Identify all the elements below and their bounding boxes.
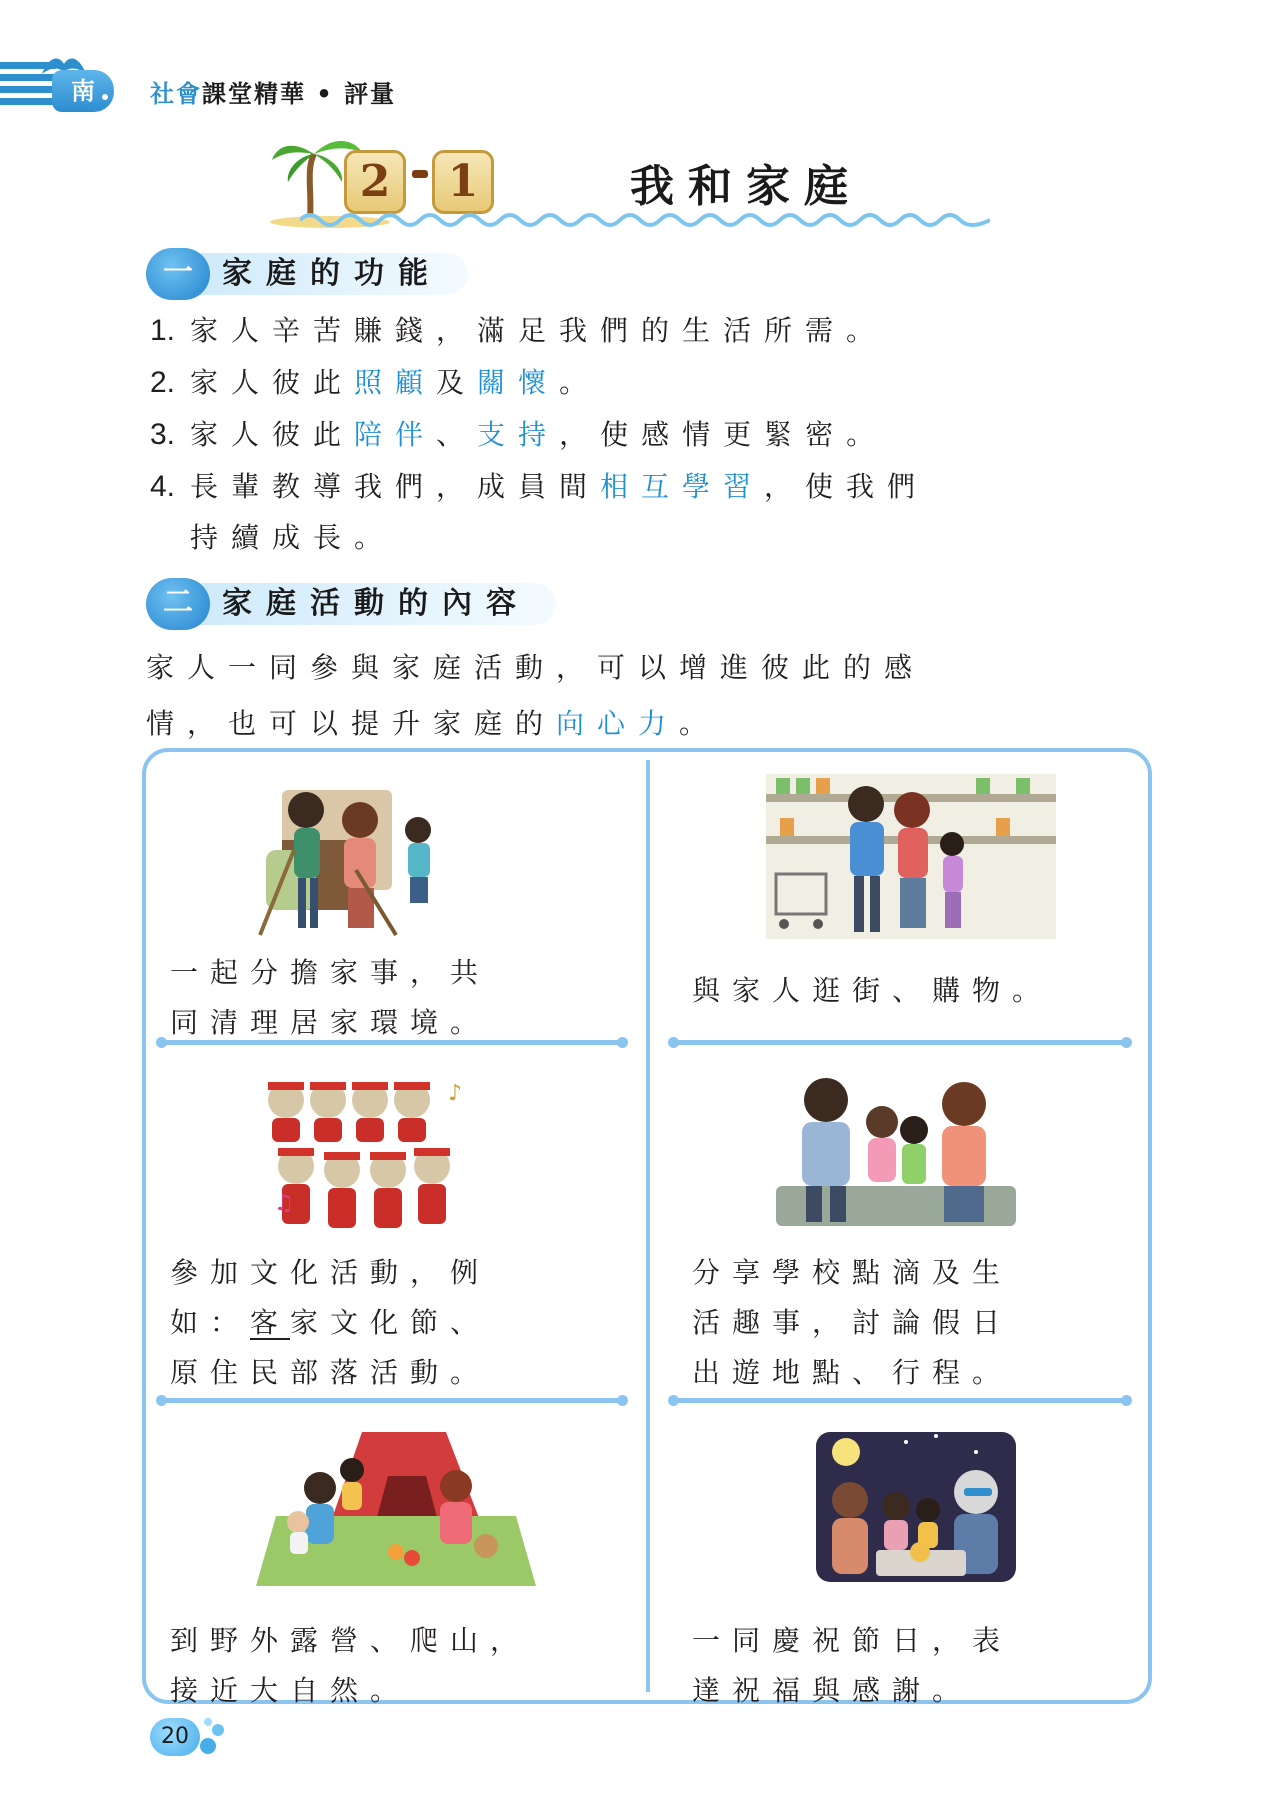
activity-caption xyxy=(692,966,1052,1016)
item-text: ，使感情更緊密。 xyxy=(559,418,888,451)
list-item xyxy=(150,357,1160,409)
lesson-number-dash xyxy=(412,170,428,178)
svg-text:♪: ♪ xyxy=(448,1081,463,1106)
caption-line: 一同慶祝節日，表 xyxy=(692,1624,1013,1657)
function-list xyxy=(150,305,1160,563)
section-title: 家庭的功能 xyxy=(198,253,468,295)
item-text: 家人彼此 xyxy=(190,418,355,451)
intro-paragraph xyxy=(146,640,1166,752)
activity-grid xyxy=(142,748,1152,1707)
item-text: 家人彼此 xyxy=(190,366,355,399)
page-number: 20 xyxy=(150,1718,200,1756)
caption-line: 同清理居家環境。 xyxy=(170,1006,491,1039)
key-term: 相互學習 xyxy=(600,470,765,503)
family-shopping-illustration xyxy=(676,774,1146,944)
tab-dot xyxy=(102,94,108,100)
caption-line: 達祝福與感謝。 xyxy=(692,1674,973,1707)
title-wave-decoration xyxy=(300,210,990,230)
grid-divider xyxy=(160,1398,624,1403)
item-number: 3. xyxy=(150,418,176,451)
series-separator: • xyxy=(316,80,334,108)
grid-divider xyxy=(672,1040,1128,1045)
item-text: 家人辛苦賺錢，滿足我們的生活所需。 xyxy=(190,314,888,347)
lesson-number-unit: 2 xyxy=(344,150,406,214)
lesson-number-lesson: 1 xyxy=(432,150,494,214)
item-text: 長輩教導我們，成員間 xyxy=(190,470,601,503)
publisher-tab xyxy=(52,70,114,112)
key-term: 陪伴 xyxy=(354,418,437,451)
list-item xyxy=(150,461,1160,513)
item-text: 、 xyxy=(436,418,478,451)
underlined-term: 客 xyxy=(250,1306,291,1339)
series-tail: 評量 xyxy=(344,80,397,108)
intro-line: 家人一同參與家庭活動，可以增進彼此的感 xyxy=(146,651,926,684)
intro-line xyxy=(146,696,1166,752)
key-term: 向心力 xyxy=(556,707,680,740)
key-term: 關懷 xyxy=(477,366,560,399)
list-item-continuation: 持續成長。 xyxy=(190,521,396,554)
camping-picnic-illustration xyxy=(156,1426,626,1596)
item-text: 及 xyxy=(436,366,478,399)
caption-line: 與家人逛街、購物。 xyxy=(692,974,1053,1007)
activity-caption xyxy=(170,948,490,1048)
caption-line: 活趣事，討論假日 xyxy=(692,1306,1013,1339)
publisher-label: 南 xyxy=(71,77,95,105)
activity-caption xyxy=(692,1616,1012,1716)
key-term: 支持 xyxy=(477,418,560,451)
bubbles-icon xyxy=(198,1716,228,1756)
caption-line: 出遊地點、行程。 xyxy=(692,1356,1013,1389)
caption-line xyxy=(170,1298,490,1348)
series-subject: 社會 xyxy=(150,80,202,108)
lesson-title: 我和家庭 xyxy=(630,161,862,212)
cultural-performance-illustration xyxy=(156,1070,626,1240)
section-title: 家庭活動的內容 xyxy=(198,583,556,625)
activity-caption xyxy=(170,1248,490,1398)
series-title xyxy=(150,74,396,109)
list-item xyxy=(150,305,1160,357)
family-chores-illustration xyxy=(156,780,626,950)
intro-text: 情，也可以提升家庭的 xyxy=(146,707,557,740)
family-sharing-illustration xyxy=(676,1066,1146,1236)
item-text: 。 xyxy=(559,366,601,399)
activity-caption xyxy=(170,1616,530,1716)
section-badge: 二 xyxy=(146,578,210,630)
caption-line: 分享學校點滴及生 xyxy=(692,1256,1013,1289)
item-number: 1. xyxy=(150,314,176,347)
caption-text: 家文化節、 xyxy=(290,1306,491,1339)
caption-text: 如： xyxy=(170,1306,251,1339)
intro-text: 。 xyxy=(679,707,721,740)
grid-vertical-divider xyxy=(646,760,650,1692)
item-number: 2. xyxy=(150,366,176,399)
caption-line: 參加文化活動，例 xyxy=(170,1256,491,1289)
caption-line: 接近大自然。 xyxy=(170,1674,411,1707)
item-number: 4. xyxy=(150,470,176,503)
caption-line: 原住民部落活動。 xyxy=(170,1356,491,1389)
section-badge: 一 xyxy=(146,248,210,300)
caption-line: 到野外露營、爬山， xyxy=(170,1624,531,1657)
festival-celebration-illustration xyxy=(676,1422,1146,1592)
caption-line: 一起分擔家事，共 xyxy=(170,956,491,989)
item-text: ，使我們 xyxy=(764,470,929,503)
list-item xyxy=(150,409,1160,461)
activity-caption xyxy=(692,1248,1012,1398)
grid-divider xyxy=(672,1398,1128,1403)
svg-text:♫: ♫ xyxy=(274,1191,294,1216)
series-name: 課堂精華 xyxy=(202,80,306,108)
key-term: 照顧 xyxy=(354,366,437,399)
